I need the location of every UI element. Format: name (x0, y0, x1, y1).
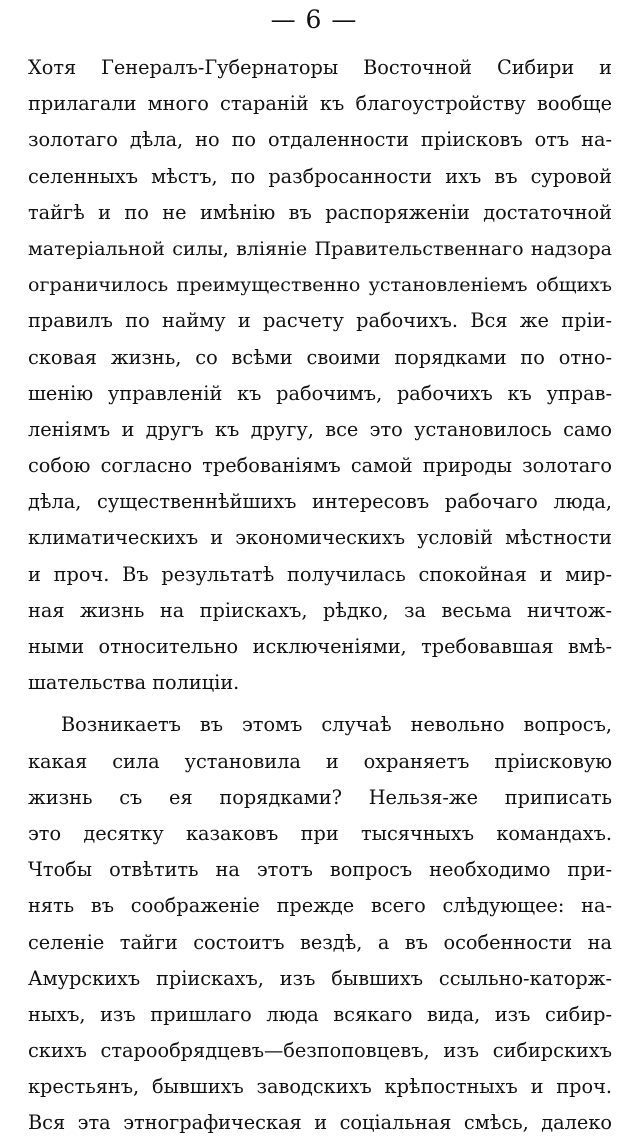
text-line: матеріальной силы, вліяніе Правительственнаго надзора (28, 237, 612, 260)
text-line: Амурскихъ пріискахъ, изъ бывшихъ ссыльно-каторж- (28, 966, 612, 990)
text-line: селеніе тайги состоитъ вездѣ, а въ особенности на (28, 930, 612, 954)
text-line: Чтобы отвѣтить на этотъ вопросъ необходимо при- (28, 858, 612, 882)
page-number: — 6 — (270, 5, 358, 34)
text-line: какая сила установила и охраняетъ пріисковую (28, 749, 612, 773)
text-line: и проч. Въ результатѣ получилась спокойная и мир- (28, 562, 612, 586)
paragraph (28, 50, 612, 701)
paragraph (28, 707, 612, 1141)
text-line: собою согласно требованіямъ самой природы золотаго (28, 454, 612, 478)
text-line: ныхъ, изъ пришлаго люда всякаго вида, изъ сибир- (28, 1002, 612, 1026)
text-line: ограничилось преимущественно установленіемъ общихъ (28, 274, 612, 297)
text-line: крестьянъ, бывшихъ заводскихъ крѣпостныхъ и проч. (28, 1075, 612, 1099)
text-line: климатическихъ и экономическихъ условій мѣстности (28, 526, 612, 550)
text-line: ная жизнь на пріискахъ, рѣдко, за весьма ничтож- (28, 598, 612, 622)
text-line: леніямъ и другъ къ другу, все это установилось само (28, 417, 612, 441)
text-line: это десятку казаковъ при тысячныхъ командахъ. (28, 821, 612, 845)
text-line: скихъ старообрядцевъ—безпоповцевъ, изъ сибирскихъ (28, 1039, 612, 1063)
body-text (28, 50, 612, 1142)
text-line: тайгѣ и по не имѣнію въ распоряженіи достаточной (28, 200, 612, 224)
text-line: правилъ по найму и расчету рабочихъ. Вся же пріи- (28, 309, 612, 333)
text-line: дѣла, существеннѣйшихъ интересовъ рабочаго люда, (28, 490, 612, 514)
text-line: нять въ соображеніе прежде всего слѣдующее: на- (28, 894, 612, 918)
text-line: шательства полиціи. (28, 671, 240, 695)
text-line: Вся эта этнографическая и соціальная смѣсь, далеко (28, 1111, 612, 1135)
text-line: селенныхъ мѣстъ, по разбросанности ихъ въ суровой (28, 164, 612, 188)
text-line: прилагали много стараній къ благоустройству вообще (28, 92, 612, 116)
text-line: золотаго дѣла, но по отдаленности пріисковъ отъ на- (28, 128, 612, 152)
text-line: Возникаетъ въ этомъ случаѣ невольно вопросъ, (61, 713, 612, 737)
text-line: жизнь съ ея порядками? Нельзя-же приписать (28, 785, 612, 809)
text-line: Хотя Генералъ-Губернаторы Восточной Сибири и (28, 56, 612, 79)
text-line: сковая жизнь, со всѣми своими порядками по отно- (28, 345, 612, 369)
text-line: ными относительно исключеніями, требовавшая вмѣ- (28, 635, 612, 658)
text-line: шенію управленій къ рабочимъ, рабочихъ къ управ- (28, 381, 612, 405)
